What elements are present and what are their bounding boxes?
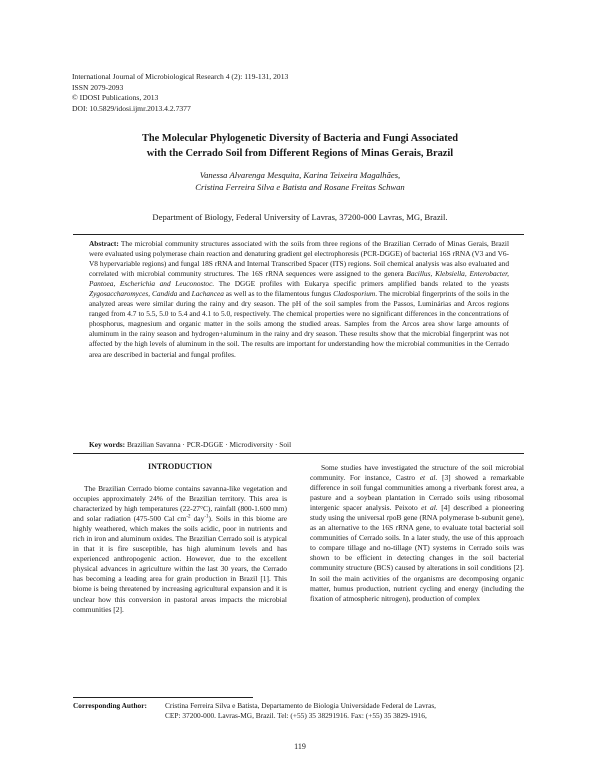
et-al-castro: et al.	[419, 473, 438, 483]
abstract-genus-lachancea: Lachancea	[191, 289, 224, 299]
section-heading-introduction: INTRODUCTION	[147, 462, 212, 471]
keywords-label: Key words:	[89, 440, 126, 449]
superscript-minus-2: -2	[186, 514, 191, 520]
authors-line-2: Cristina Ferreira Silva e Batista and Rosane Freitas Schwan	[195, 181, 405, 192]
abstract-genera-yeasts: Zygosaccharomyces, Candida	[89, 289, 178, 299]
superscript-minus-1: -1	[204, 514, 209, 520]
intro-paragraph-2	[310, 463, 524, 604]
corresponding-author	[73, 701, 533, 722]
footnote-rule	[73, 697, 253, 698]
abstract-top-rule	[73, 234, 524, 235]
corresponding-author-details	[165, 701, 525, 722]
keywords	[89, 440, 509, 450]
abstract-text-2: The DGGE profiles with Eukarya specific primers amplified bands related to the yeasts	[214, 279, 510, 289]
intro-right-text-c: [4] described a pioneering study using the universal rpoB gene (RNA polymerase b-subunit gene), as an alternative to the 16S rRNA gene, to evaluate total bacterial soil communities of Cerrado soils. In a later study, the use of this approach to compare tillage and no-tillage (NT) systems in Cerrado soils was shown to be efficient in detecting changes in the soil bacterial community structure (BCS) caused by alterations in soil conditions [2]. In soil the main activities of the organisms are decomposing organic matter, humus production, nutrient cycling and energy (including the fixation of atmospheric nitrogen), production of complex	[310, 503, 524, 603]
page-number: 119	[294, 742, 306, 751]
issn: ISSN 2079-2093	[72, 82, 124, 92]
title-line-2: with the Cerrado Soil from Different Regions of Minas Gerais, Brazil	[146, 148, 454, 159]
intro-right-text-b: [3] showed a remarkable difference in soil fungal communities among a riverbank forest area, a pasture and a soybean plantation in Cerrado soils using ribosomal intergenic spacer analysis. Peixoto	[310, 473, 524, 513]
abstract	[89, 239, 509, 360]
keywords-text: Brazilian Savanna · PCR-DGGE · Microdiversity · Soil	[125, 440, 292, 449]
doi[interactable]: DOI: 10.5829/idosi.ijmr.2013.4.2.7377	[72, 103, 191, 113]
corresponding-line-1: Cristina Ferreira Silva e Batista, Departamento de Biologia Universidade Federal de Lavras,	[165, 701, 437, 710]
intro-left-text-c: ). Soils in this biome are highly weathered, which makes the soils acidic, poor in nutrients and rich in iron and aluminum oxides. The Brazilian Cerrado soil is atypical in that it is fire susceptible, has high aluminum levels and has experienced anthropogenic action. However, due to the excellent physical advances in agriculture within the last 30 years, the Cerrado has becoming a leading area for grain production in Brazil [1]. This biome is being threatened by increasing agricultural expansion and it is unclear how this conversion in pastoral areas impacts the microbial communities [2].	[73, 514, 287, 614]
author-list	[60, 170, 540, 194]
corresponding-line-2: CEP: 37200-000. Lavras-MG, Brazil. Tel: (+55) 35 38291916. Fax: (+55) 35 3829-1916,	[165, 711, 427, 721]
abstract-genus-cladosporium: Cladosporium	[333, 289, 376, 299]
keywords-bottom-rule	[73, 453, 524, 454]
publisher: © IDOSI Publications, 2013	[72, 93, 159, 103]
paper-title	[60, 131, 540, 161]
et-al-peixoto: et al.	[421, 503, 438, 513]
abstract-text-4: as well as to the filamentous fungus	[223, 289, 334, 299]
authors-line-1: Vanessa Alvarenga Mesquita, Karina Teixeira Magalhães,	[199, 170, 401, 180]
abstract-text-5: . The microbial fingerprints of the soils in the analyzed areas were similar during the rainy and dry season. The pH of the soil samples from the Passos, Luminárias and Arcos regions ranged from 4.7 to 5.5, 5.0 to 5.4 and 4.1 to 5.0, respectively. The chemical properties were no significant differences in the concentrations of phosphorus, magnesium and organic matter in the soils among the studied areas. Samples from the Arcos area show large amounts of aluminum in the rainy season and hydrogen+aluminum in the rainy and dry season. These results show that the microbial fingerprint was not affected by the high levels of aluminum in the soil. The results are important for understanding how the microbial communities in the Cerrado area are described in bacterial and fungal profiles.	[89, 289, 509, 359]
intro-paragraph-1	[73, 484, 287, 615]
intro-right-text-a: Some studies have investigated the structure of the soil microbial community. For instance, Castro	[310, 463, 524, 483]
abstract-genera-bacteria: Bacillus, Klebsiella, Enterobacter, Pantoea, Escherichia and Leuconostoc.	[89, 269, 509, 289]
intro-left-text-b: day	[190, 514, 205, 524]
abstract-text-1: The microbial community structures associated with the soils from three regions of the Brazilian Cerrado of Minas Gerais, Brazil were evaluated using polymerase chain reaction and denaturing gradient gel electrophoresis (PCR-DGGE) of bacterial 16S rRNA (V3 and V6-V8 hypervariable regions) and fungal 18S rRNA and Internal Transcribed Spacer (ITS) regions. Soil chemical analysis was also evaluated and correlated with microbial community structures. The 16S rRNA sequences were assigned to the genera	[89, 239, 509, 279]
corresponding-author-label: Corresponding Author:	[73, 701, 147, 710]
journal-citation: International Journal of Microbiological Research 4 (2): 119-131, 2013	[72, 72, 289, 81]
affiliation: Department of Biology, Federal University of Lavras, 37200-000 Lavras, MG, Brazil.	[152, 212, 448, 222]
intro-left-text-a: The Brazilian Cerrado biome contains savanna-like vegetation and occupies approximately 24% of the Brazilian territory. This area is characterized by high temperatures (22-27°C), rainfall (800-1.600 mm) and solar radiation (475-500 Cal cm	[73, 484, 287, 524]
title-line-1: The Molecular Phylogenetic Diversity of Bacteria and Fungi Associated	[141, 133, 459, 144]
introduction-left-column	[73, 484, 287, 615]
abstract-text-3: and	[177, 289, 192, 299]
introduction-right-column	[310, 463, 524, 604]
abstract-label: Abstract:	[89, 239, 119, 248]
